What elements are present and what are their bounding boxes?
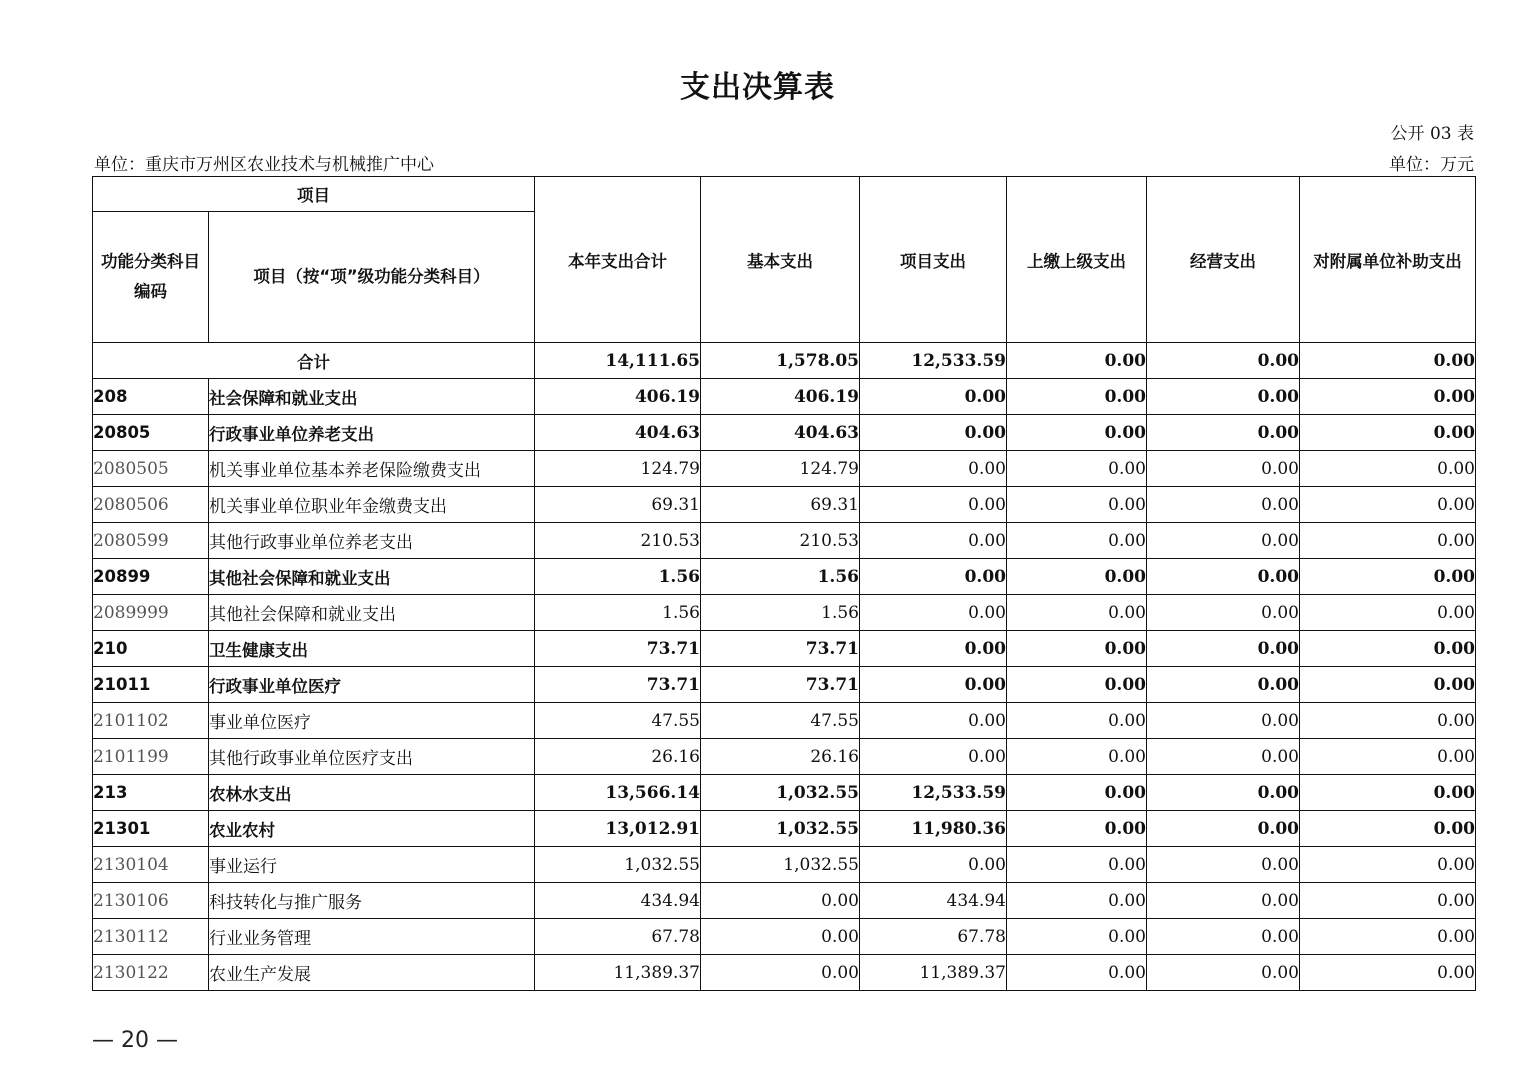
table-row [93,631,1476,667]
row-value: 0.00 [1300,775,1476,811]
header-project: 项目支出 [860,177,1007,343]
row-value: 0.00 [1147,955,1300,991]
table-row [93,487,1476,523]
row-value: 0.00 [1300,487,1476,523]
table-row [93,811,1476,847]
row-value: 11,389.37 [860,955,1007,991]
page-title: 支出决算表 [680,70,835,105]
row-value: 0.00 [860,667,1007,703]
row-value: 0.00 [1007,379,1147,415]
row-value: 67.78 [535,919,701,955]
row-name: 其他行政事业单位养老支出 [209,523,535,559]
row-value: 47.55 [701,703,860,739]
total-cell: 1,578.05 [701,343,860,379]
row-value: 0.00 [1147,559,1300,595]
row-value: 0.00 [1147,451,1300,487]
row-value: 0.00 [1007,883,1147,919]
row-code: 2089999 [93,595,209,631]
row-name: 行业业务管理 [209,919,535,955]
row-code: 2130112 [93,919,209,955]
row-value: 0.00 [1147,811,1300,847]
row-value: 0.00 [1007,847,1147,883]
row-value: 0.00 [860,739,1007,775]
row-value: 0.00 [860,631,1007,667]
row-value: 0.00 [1300,451,1476,487]
row-value: 0.00 [1300,739,1476,775]
row-value: 0.00 [1300,595,1476,631]
row-value: 0.00 [860,523,1007,559]
row-value: 26.16 [701,739,860,775]
row-code: 2130122 [93,955,209,991]
total-cell: 0.00 [1147,343,1300,379]
total-cell: 0.00 [1007,343,1147,379]
row-value: 73.71 [701,667,860,703]
row-value: 0.00 [1007,451,1147,487]
row-value: 1,032.55 [701,847,860,883]
row-value: 73.71 [701,631,860,667]
table-row [93,451,1476,487]
table-row [93,523,1476,559]
row-value: 1.56 [535,559,701,595]
row-value: 0.00 [1300,883,1476,919]
total-row [93,343,1476,379]
row-code: 2101199 [93,739,209,775]
row-code: 20899 [93,559,209,595]
row-value: 0.00 [1147,919,1300,955]
total-cell: 0.00 [1300,343,1476,379]
row-name: 科技转化与推广服务 [209,883,535,919]
row-value: 1.56 [701,559,860,595]
row-value: 404.63 [701,415,860,451]
row-code: 208 [93,379,209,415]
table-row [93,595,1476,631]
table-row [93,775,1476,811]
row-value: 0.00 [860,487,1007,523]
table-row [93,379,1476,415]
total-cell: 14,111.65 [535,343,701,379]
row-value: 0.00 [1147,523,1300,559]
row-value: 0.00 [1300,919,1476,955]
row-code: 2101102 [93,703,209,739]
row-value: 13,566.14 [535,775,701,811]
row-value: 0.00 [1300,523,1476,559]
reporting-unit: 单位：重庆市万州区农业技术与机械推广中心 [94,155,434,175]
row-value: 1,032.55 [701,775,860,811]
row-name: 行政事业单位医疗 [209,667,535,703]
row-value: 0.00 [1007,523,1147,559]
row-value: 0.00 [1007,595,1147,631]
row-name: 其他行政事业单位医疗支出 [209,739,535,775]
total-cell: 12,533.59 [860,343,1007,379]
row-value: 0.00 [1007,919,1147,955]
row-value: 0.00 [1007,667,1147,703]
row-value: 406.19 [535,379,701,415]
row-value: 0.00 [701,883,860,919]
row-code: 2080505 [93,451,209,487]
row-value: 1,032.55 [701,811,860,847]
row-value: 0.00 [1007,811,1147,847]
row-value: 12,533.59 [860,775,1007,811]
row-value: 11,980.36 [860,811,1007,847]
row-value: 0.00 [1300,559,1476,595]
row-value: 0.00 [1147,703,1300,739]
row-value: 73.71 [535,631,701,667]
header-name: 项目（按“项”级功能分类科目） [209,212,535,343]
row-value: 0.00 [1007,955,1147,991]
row-value: 13,012.91 [535,811,701,847]
row-name: 卫生健康支出 [209,631,535,667]
row-code: 2130106 [93,883,209,919]
row-value: 124.79 [701,451,860,487]
row-value: 69.31 [535,487,701,523]
row-value: 0.00 [1300,847,1476,883]
row-value: 0.00 [1300,955,1476,991]
row-code: 2080506 [93,487,209,523]
header-upper: 上缴上级支出 [1007,177,1147,343]
table-row [93,955,1476,991]
table-body [93,343,1476,991]
total-label: 合计 [93,343,535,379]
row-value: 434.94 [535,883,701,919]
row-code: 2080599 [93,523,209,559]
row-value: 0.00 [860,847,1007,883]
row-code: 2130104 [93,847,209,883]
row-value: 0.00 [860,379,1007,415]
table-row [93,559,1476,595]
row-name: 机关事业单位职业年金缴费支出 [209,487,535,523]
row-value: 0.00 [1007,631,1147,667]
row-value: 0.00 [860,595,1007,631]
row-value: 1.56 [701,595,860,631]
form-number: 公开 03 表 [1390,124,1474,144]
row-value: 0.00 [1300,703,1476,739]
row-name: 机关事业单位基本养老保险缴费支出 [209,451,535,487]
row-value: 0.00 [860,415,1007,451]
row-value: 0.00 [1147,847,1300,883]
row-name: 其他社会保障和就业支出 [209,595,535,631]
expenditure-table [92,176,1476,991]
row-value: 124.79 [535,451,701,487]
row-name: 其他社会保障和就业支出 [209,559,535,595]
row-name: 农林水支出 [209,775,535,811]
row-value: 0.00 [1147,883,1300,919]
row-code: 20805 [93,415,209,451]
row-value: 73.71 [535,667,701,703]
row-value: 0.00 [701,919,860,955]
row-value: 11,389.37 [535,955,701,991]
row-value: 0.00 [1147,631,1300,667]
row-value: 0.00 [860,451,1007,487]
row-name: 农业农村 [209,811,535,847]
row-value: 69.31 [701,487,860,523]
header-basic: 基本支出 [701,177,860,343]
table-row [93,847,1476,883]
row-value: 0.00 [1300,415,1476,451]
row-name: 行政事业单位养老支出 [209,415,535,451]
row-value: 210.53 [535,523,701,559]
row-value: 0.00 [860,559,1007,595]
row-value: 0.00 [1007,703,1147,739]
table-row [93,883,1476,919]
header-business: 经营支出 [1147,177,1300,343]
row-value: 0.00 [701,955,860,991]
table-row [93,667,1476,703]
row-value: 0.00 [1300,811,1476,847]
row-value: 0.00 [1300,379,1476,415]
header-code: 功能分类科目编码 [93,212,209,343]
table-header [93,177,1476,343]
row-value: 1,032.55 [535,847,701,883]
row-value: 0.00 [1007,559,1147,595]
row-value: 0.00 [1007,487,1147,523]
table-row [93,919,1476,955]
row-value: 0.00 [1007,739,1147,775]
row-name: 农业生产发展 [209,955,535,991]
row-value: 0.00 [1147,487,1300,523]
row-value: 0.00 [860,703,1007,739]
row-value: 0.00 [1300,667,1476,703]
row-name: 社会保障和就业支出 [209,379,535,415]
row-value: 0.00 [1300,631,1476,667]
row-value: 67.78 [860,919,1007,955]
currency-unit: 单位：万元 [1389,155,1474,175]
row-value: 47.55 [535,703,701,739]
row-value: 0.00 [1147,775,1300,811]
row-code: 21011 [93,667,209,703]
row-value: 0.00 [1147,379,1300,415]
table-row [93,703,1476,739]
row-code: 210 [93,631,209,667]
table-row [93,415,1476,451]
row-code: 21301 [93,811,209,847]
page-number: — 20 — [92,1028,178,1053]
row-value: 406.19 [701,379,860,415]
row-name: 事业单位医疗 [209,703,535,739]
header-total: 本年支出合计 [535,177,701,343]
row-code: 213 [93,775,209,811]
row-value: 434.94 [860,883,1007,919]
row-value: 0.00 [1147,595,1300,631]
row-value: 0.00 [1007,775,1147,811]
row-value: 0.00 [1147,739,1300,775]
row-value: 1.56 [535,595,701,631]
header-item: 项目 [93,177,535,212]
row-value: 210.53 [701,523,860,559]
row-value: 0.00 [1147,415,1300,451]
row-name: 事业运行 [209,847,535,883]
header-subsidy: 对附属单位补助支出 [1300,177,1476,343]
row-value: 0.00 [1007,415,1147,451]
row-value: 404.63 [535,415,701,451]
row-value: 0.00 [1147,667,1300,703]
table-row [93,739,1476,775]
row-value: 26.16 [535,739,701,775]
